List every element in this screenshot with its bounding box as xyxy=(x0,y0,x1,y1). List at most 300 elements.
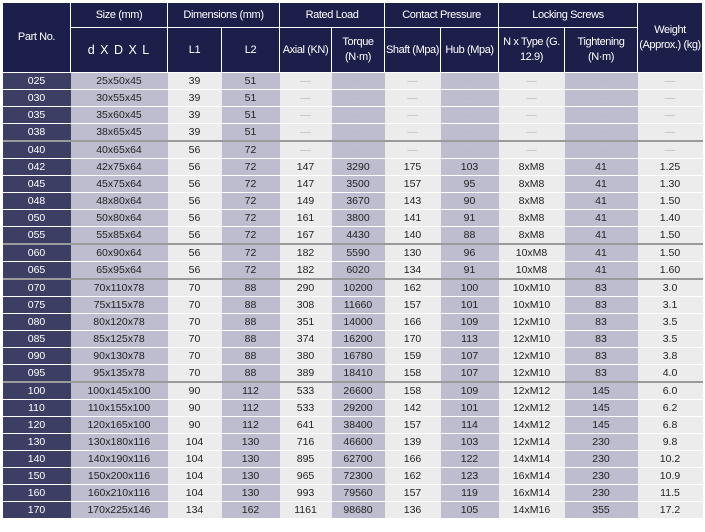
hub-pressure-cell: 101 xyxy=(441,297,499,314)
shaft-pressure-cell: 157 xyxy=(385,176,441,193)
l2-cell: 130 xyxy=(222,434,280,451)
shaft-pressure-cell: 140 xyxy=(385,227,441,245)
axial-load-cell: 147 xyxy=(280,176,332,193)
size-cell: 38x65x45 xyxy=(71,124,168,142)
weight-cell: 1.40 xyxy=(638,210,703,227)
part-no-cell: 090 xyxy=(3,348,71,365)
table-body xyxy=(3,73,703,519)
torque-cell: 3670 xyxy=(332,193,385,210)
hub-pressure-cell: 96 xyxy=(441,244,499,262)
header-shaft: Shaft (Mpa) xyxy=(385,28,441,73)
axial-load-cell: 533 xyxy=(280,382,332,400)
size-cell: 55x85x64 xyxy=(71,227,168,245)
part-no-cell: 048 xyxy=(3,193,71,210)
header-axial: Axial (KN) xyxy=(280,28,332,73)
l1-cell: 70 xyxy=(168,331,222,348)
screw-type-cell: 12xM10 xyxy=(499,365,565,383)
size-cell: 80x120x78 xyxy=(71,314,168,331)
table-row xyxy=(3,244,703,262)
tightening-torque-cell: 83 xyxy=(565,279,638,297)
weight-cell: 11.5 xyxy=(638,485,703,502)
axial-load-cell: 374 xyxy=(280,331,332,348)
l2-cell: 72 xyxy=(222,210,280,227)
table-row xyxy=(3,451,703,468)
part-no-cell: 110 xyxy=(3,400,71,417)
header-size-group: Size (mm) xyxy=(71,3,168,28)
shaft-pressure-cell: — xyxy=(385,141,441,159)
tightening-torque-cell: 230 xyxy=(565,451,638,468)
l2-cell: 88 xyxy=(222,331,280,348)
table-row xyxy=(3,400,703,417)
torque-cell: 10200 xyxy=(332,279,385,297)
shaft-pressure-cell: 134 xyxy=(385,262,441,280)
table-row xyxy=(3,210,703,227)
header-l2: L2 xyxy=(222,28,280,73)
size-cell: 120x165x100 xyxy=(71,417,168,434)
shaft-pressure-cell: — xyxy=(385,124,441,142)
shaft-pressure-cell: 143 xyxy=(385,193,441,210)
weight-cell: 3.8 xyxy=(638,348,703,365)
l1-cell: 90 xyxy=(168,400,222,417)
weight-cell: 3.1 xyxy=(638,297,703,314)
shaft-pressure-cell: 157 xyxy=(385,485,441,502)
weight-cell: — xyxy=(638,124,703,142)
header-hub: Hub (Mpa) xyxy=(441,28,499,73)
size-cell: 95x135x78 xyxy=(71,365,168,383)
hub-pressure-cell: — xyxy=(441,124,499,142)
torque-cell: 3500 xyxy=(332,176,385,193)
hub-pressure-cell: 105 xyxy=(441,502,499,519)
size-cell: 30x55x45 xyxy=(71,90,168,107)
weight-cell: 1.60 xyxy=(638,262,703,280)
shaft-pressure-cell: — xyxy=(385,73,441,90)
torque-cell: 38400 xyxy=(332,417,385,434)
l2-cell: 162 xyxy=(222,502,280,519)
l2-cell: 112 xyxy=(222,400,280,417)
axial-load-cell: 380 xyxy=(280,348,332,365)
table-row xyxy=(3,141,703,159)
weight-cell: 17.2 xyxy=(638,502,703,519)
torque-cell: 16780 xyxy=(332,348,385,365)
screw-type-cell: 8xM8 xyxy=(499,227,565,245)
l1-cell: 104 xyxy=(168,485,222,502)
header-weight: Weight (Approx.) (kg) xyxy=(638,3,703,73)
size-cell: 70x110x78 xyxy=(71,279,168,297)
hub-pressure-cell: 103 xyxy=(441,434,499,451)
tightening-torque-cell: — xyxy=(565,124,638,142)
axial-load-cell: 149 xyxy=(280,193,332,210)
hub-pressure-cell: — xyxy=(441,73,499,90)
hub-pressure-cell: 95 xyxy=(441,176,499,193)
weight-cell: — xyxy=(638,107,703,124)
screw-type-cell: 12xM12 xyxy=(499,400,565,417)
weight-cell: 1.50 xyxy=(638,244,703,262)
table-row xyxy=(3,73,703,90)
size-cell: 150x200x116 xyxy=(71,468,168,485)
tightening-torque-cell: 145 xyxy=(565,382,638,400)
l2-cell: 72 xyxy=(222,159,280,176)
hub-pressure-cell: 90 xyxy=(441,193,499,210)
table-row xyxy=(3,124,703,142)
axial-load-cell: 147 xyxy=(280,159,332,176)
hub-pressure-cell: 119 xyxy=(441,485,499,502)
part-no-cell: 085 xyxy=(3,331,71,348)
l2-cell: 72 xyxy=(222,262,280,280)
shaft-pressure-cell: 157 xyxy=(385,417,441,434)
screw-type-cell: 10xM8 xyxy=(499,244,565,262)
tightening-torque-cell: 41 xyxy=(565,159,638,176)
hub-pressure-cell: 101 xyxy=(441,400,499,417)
size-cell: 50x80x64 xyxy=(71,210,168,227)
weight-cell: 3.5 xyxy=(638,314,703,331)
l1-cell: 134 xyxy=(168,502,222,519)
l2-cell: 72 xyxy=(222,176,280,193)
size-cell: 170x225x146 xyxy=(71,502,168,519)
screw-type-cell: 10xM8 xyxy=(499,262,565,280)
l1-cell: 39 xyxy=(168,124,222,142)
tightening-torque-cell: 230 xyxy=(565,485,638,502)
l2-cell: 72 xyxy=(222,244,280,262)
screw-type-cell: 12xM12 xyxy=(499,382,565,400)
weight-cell: 10.2 xyxy=(638,451,703,468)
weight-cell: 6.0 xyxy=(638,382,703,400)
hub-pressure-cell: 123 xyxy=(441,468,499,485)
part-no-cell: 055 xyxy=(3,227,71,245)
l2-cell: 130 xyxy=(222,485,280,502)
shaft-pressure-cell: 139 xyxy=(385,434,441,451)
header-contact-pressure-group: Contact Pressure xyxy=(385,3,499,28)
tightening-torque-cell: — xyxy=(565,107,638,124)
table-row xyxy=(3,107,703,124)
torque-cell: — xyxy=(332,107,385,124)
torque-cell: 16200 xyxy=(332,331,385,348)
l1-cell: 104 xyxy=(168,451,222,468)
axial-load-cell: 182 xyxy=(280,262,332,280)
torque-cell: 29200 xyxy=(332,400,385,417)
tightening-torque-cell: — xyxy=(565,141,638,159)
hub-pressure-cell: 91 xyxy=(441,210,499,227)
table-row xyxy=(3,434,703,451)
size-cell: 65x95x64 xyxy=(71,262,168,280)
l2-cell: 88 xyxy=(222,297,280,314)
specification-table xyxy=(2,2,703,518)
tightening-torque-cell: 41 xyxy=(565,210,638,227)
axial-load-cell: 895 xyxy=(280,451,332,468)
axial-load-cell: 716 xyxy=(280,434,332,451)
screw-type-cell: 16xM14 xyxy=(499,485,565,502)
l2-cell: 72 xyxy=(222,141,280,159)
weight-cell: 10.9 xyxy=(638,468,703,485)
axial-load-cell: 965 xyxy=(280,468,332,485)
axial-load-cell: 161 xyxy=(280,210,332,227)
axial-load-cell: — xyxy=(280,141,332,159)
l1-cell: 104 xyxy=(168,468,222,485)
screw-type-cell: 12xM10 xyxy=(499,314,565,331)
screw-type-cell: 14xM16 xyxy=(499,502,565,519)
axial-load-cell: — xyxy=(280,107,332,124)
screw-type-cell: 8xM8 xyxy=(499,193,565,210)
tightening-torque-cell: 41 xyxy=(565,193,638,210)
part-no-cell: 038 xyxy=(3,124,71,142)
shaft-pressure-cell: 158 xyxy=(385,365,441,383)
l1-cell: 56 xyxy=(168,141,222,159)
hub-pressure-cell: 88 xyxy=(441,227,499,245)
shaft-pressure-cell: — xyxy=(385,107,441,124)
l2-cell: 130 xyxy=(222,451,280,468)
axial-load-cell: — xyxy=(280,124,332,142)
l1-cell: 70 xyxy=(168,348,222,365)
weight-cell: 1.30 xyxy=(638,176,703,193)
size-cell: 160x210x116 xyxy=(71,485,168,502)
axial-load-cell: 641 xyxy=(280,417,332,434)
table-row xyxy=(3,90,703,107)
tightening-torque-cell: — xyxy=(565,90,638,107)
header-tightening: Tightening (N·m) xyxy=(565,28,638,73)
screw-type-cell: 8xM8 xyxy=(499,159,565,176)
screw-type-cell: 14xM14 xyxy=(499,451,565,468)
torque-cell: 18410 xyxy=(332,365,385,383)
header-n-x-type: N x Type (G. 12.9) xyxy=(499,28,565,73)
l1-cell: 56 xyxy=(168,262,222,280)
axial-load-cell: 351 xyxy=(280,314,332,331)
size-cell: 110x155x100 xyxy=(71,400,168,417)
shaft-pressure-cell: 130 xyxy=(385,244,441,262)
table-row xyxy=(3,262,703,280)
table-row xyxy=(3,159,703,176)
hub-pressure-cell: 109 xyxy=(441,382,499,400)
part-no-cell: 045 xyxy=(3,176,71,193)
part-no-cell: 042 xyxy=(3,159,71,176)
hub-pressure-cell: — xyxy=(441,141,499,159)
hub-pressure-cell: — xyxy=(441,107,499,124)
screw-type-cell: 8xM8 xyxy=(499,176,565,193)
table-row xyxy=(3,502,703,519)
l1-cell: 56 xyxy=(168,227,222,245)
table-row xyxy=(3,176,703,193)
part-no-cell: 050 xyxy=(3,210,71,227)
part-no-cell: 040 xyxy=(3,141,71,159)
l1-cell: 39 xyxy=(168,107,222,124)
l1-cell: 70 xyxy=(168,365,222,383)
tightening-torque-cell: 83 xyxy=(565,297,638,314)
torque-cell: 5590 xyxy=(332,244,385,262)
part-no-cell: 060 xyxy=(3,244,71,262)
axial-load-cell: 1161 xyxy=(280,502,332,519)
shaft-pressure-cell: 170 xyxy=(385,331,441,348)
tightening-torque-cell: 41 xyxy=(565,262,638,280)
l1-cell: 70 xyxy=(168,314,222,331)
header-size-dxdxl: d X D X L xyxy=(71,28,168,73)
axial-load-cell: 167 xyxy=(280,227,332,245)
hub-pressure-cell: 103 xyxy=(441,159,499,176)
part-no-cell: 100 xyxy=(3,382,71,400)
torque-cell: 4430 xyxy=(332,227,385,245)
tightening-torque-cell: 83 xyxy=(565,331,638,348)
header-l1: L1 xyxy=(168,28,222,73)
size-cell: 35x60x45 xyxy=(71,107,168,124)
l1-cell: 104 xyxy=(168,434,222,451)
part-no-cell: 140 xyxy=(3,451,71,468)
weight-cell: 1.50 xyxy=(638,193,703,210)
tightening-torque-cell: 41 xyxy=(565,244,638,262)
tightening-torque-cell: 230 xyxy=(565,468,638,485)
hub-pressure-cell: 109 xyxy=(441,314,499,331)
screw-type-cell: 10xM10 xyxy=(499,279,565,297)
part-no-cell: 065 xyxy=(3,262,71,280)
header-locking-screws-group: Locking Screws xyxy=(499,3,638,28)
l1-cell: 70 xyxy=(168,297,222,314)
hub-pressure-cell: — xyxy=(441,90,499,107)
shaft-pressure-cell: 158 xyxy=(385,382,441,400)
table-row xyxy=(3,365,703,383)
size-cell: 40x65x64 xyxy=(71,141,168,159)
l1-cell: 90 xyxy=(168,417,222,434)
axial-load-cell: 308 xyxy=(280,297,332,314)
torque-cell: 98680 xyxy=(332,502,385,519)
size-cell: 90x130x78 xyxy=(71,348,168,365)
torque-cell: 6020 xyxy=(332,262,385,280)
screw-type-cell: 12xM10 xyxy=(499,331,565,348)
weight-cell: 6.2 xyxy=(638,400,703,417)
weight-cell: 1.50 xyxy=(638,227,703,245)
l1-cell: 56 xyxy=(168,159,222,176)
tightening-torque-cell: 145 xyxy=(565,400,638,417)
part-no-cell: 025 xyxy=(3,73,71,90)
part-no-cell: 070 xyxy=(3,279,71,297)
screw-type-cell: — xyxy=(499,107,565,124)
size-cell: 140x190x116 xyxy=(71,451,168,468)
shaft-pressure-cell: 166 xyxy=(385,314,441,331)
part-no-cell: 170 xyxy=(3,502,71,519)
l2-cell: 112 xyxy=(222,417,280,434)
torque-cell: 3800 xyxy=(332,210,385,227)
l2-cell: 88 xyxy=(222,279,280,297)
part-no-cell: 035 xyxy=(3,107,71,124)
table-row xyxy=(3,382,703,400)
l2-cell: 88 xyxy=(222,314,280,331)
weight-cell: 4.0 xyxy=(638,365,703,383)
size-cell: 60x90x64 xyxy=(71,244,168,262)
part-no-cell: 095 xyxy=(3,365,71,383)
weight-cell: 9.8 xyxy=(638,434,703,451)
size-cell: 75x115x78 xyxy=(71,297,168,314)
hub-pressure-cell: 107 xyxy=(441,365,499,383)
hub-pressure-cell: 107 xyxy=(441,348,499,365)
hub-pressure-cell: 122 xyxy=(441,451,499,468)
torque-cell: 26600 xyxy=(332,382,385,400)
weight-cell: — xyxy=(638,73,703,90)
header-part-no: Part No. xyxy=(3,3,71,73)
table-row xyxy=(3,297,703,314)
torque-cell: 72300 xyxy=(332,468,385,485)
shaft-pressure-cell: 157 xyxy=(385,297,441,314)
weight-cell: — xyxy=(638,90,703,107)
size-cell: 130x180x116 xyxy=(71,434,168,451)
torque-cell: 3290 xyxy=(332,159,385,176)
hub-pressure-cell: 114 xyxy=(441,417,499,434)
shaft-pressure-cell: 136 xyxy=(385,502,441,519)
l1-cell: 56 xyxy=(168,193,222,210)
screw-type-cell: 16xM14 xyxy=(499,468,565,485)
tightening-torque-cell: 83 xyxy=(565,365,638,383)
weight-cell: 3.0 xyxy=(638,279,703,297)
l2-cell: 51 xyxy=(222,90,280,107)
hub-pressure-cell: 100 xyxy=(441,279,499,297)
size-cell: 100x145x100 xyxy=(71,382,168,400)
l1-cell: 56 xyxy=(168,244,222,262)
torque-cell: 11660 xyxy=(332,297,385,314)
size-cell: 85x125x78 xyxy=(71,331,168,348)
weight-cell: 3.5 xyxy=(638,331,703,348)
weight-cell: — xyxy=(638,141,703,159)
torque-cell: — xyxy=(332,141,385,159)
l2-cell: 88 xyxy=(222,348,280,365)
screw-type-cell: — xyxy=(499,90,565,107)
shaft-pressure-cell: 142 xyxy=(385,400,441,417)
screw-type-cell: 10xM10 xyxy=(499,297,565,314)
shaft-pressure-cell: 166 xyxy=(385,451,441,468)
l2-cell: 130 xyxy=(222,468,280,485)
l1-cell: 39 xyxy=(168,73,222,90)
part-no-cell: 075 xyxy=(3,297,71,314)
screw-type-cell: 8xM8 xyxy=(499,210,565,227)
shaft-pressure-cell: 162 xyxy=(385,279,441,297)
tightening-torque-cell: 83 xyxy=(565,314,638,331)
screw-type-cell: — xyxy=(499,141,565,159)
tightening-torque-cell: 145 xyxy=(565,417,638,434)
table-row xyxy=(3,279,703,297)
shaft-pressure-cell: 141 xyxy=(385,210,441,227)
tightening-torque-cell: 41 xyxy=(565,176,638,193)
l1-cell: 90 xyxy=(168,382,222,400)
l1-cell: 56 xyxy=(168,210,222,227)
part-no-cell: 080 xyxy=(3,314,71,331)
table-row xyxy=(3,193,703,210)
screw-type-cell: — xyxy=(499,73,565,90)
part-no-cell: 150 xyxy=(3,468,71,485)
table-row xyxy=(3,485,703,502)
l2-cell: 72 xyxy=(222,227,280,245)
torque-cell: 14000 xyxy=(332,314,385,331)
tightening-torque-cell: 83 xyxy=(565,348,638,365)
axial-load-cell: 533 xyxy=(280,400,332,417)
l2-cell: 51 xyxy=(222,124,280,142)
axial-load-cell: 389 xyxy=(280,365,332,383)
torque-cell: 79560 xyxy=(332,485,385,502)
l2-cell: 51 xyxy=(222,73,280,90)
screw-type-cell: 12xM14 xyxy=(499,434,565,451)
tightening-torque-cell: 230 xyxy=(565,434,638,451)
part-no-cell: 030 xyxy=(3,90,71,107)
part-no-cell: 120 xyxy=(3,417,71,434)
header-rated-load-group: Rated Load xyxy=(280,3,385,28)
l2-cell: 88 xyxy=(222,365,280,383)
table-row xyxy=(3,468,703,485)
torque-cell: — xyxy=(332,124,385,142)
torque-cell: — xyxy=(332,73,385,90)
l2-cell: 51 xyxy=(222,107,280,124)
l1-cell: 56 xyxy=(168,176,222,193)
torque-cell: — xyxy=(332,90,385,107)
size-cell: 45x75x64 xyxy=(71,176,168,193)
header-torque: Torque (N·m) xyxy=(332,28,385,73)
screw-type-cell: 14xM12 xyxy=(499,417,565,434)
table-row xyxy=(3,331,703,348)
table-row xyxy=(3,417,703,434)
screw-type-cell: 12xM10 xyxy=(499,348,565,365)
size-cell: 48x80x64 xyxy=(71,193,168,210)
shaft-pressure-cell: 159 xyxy=(385,348,441,365)
